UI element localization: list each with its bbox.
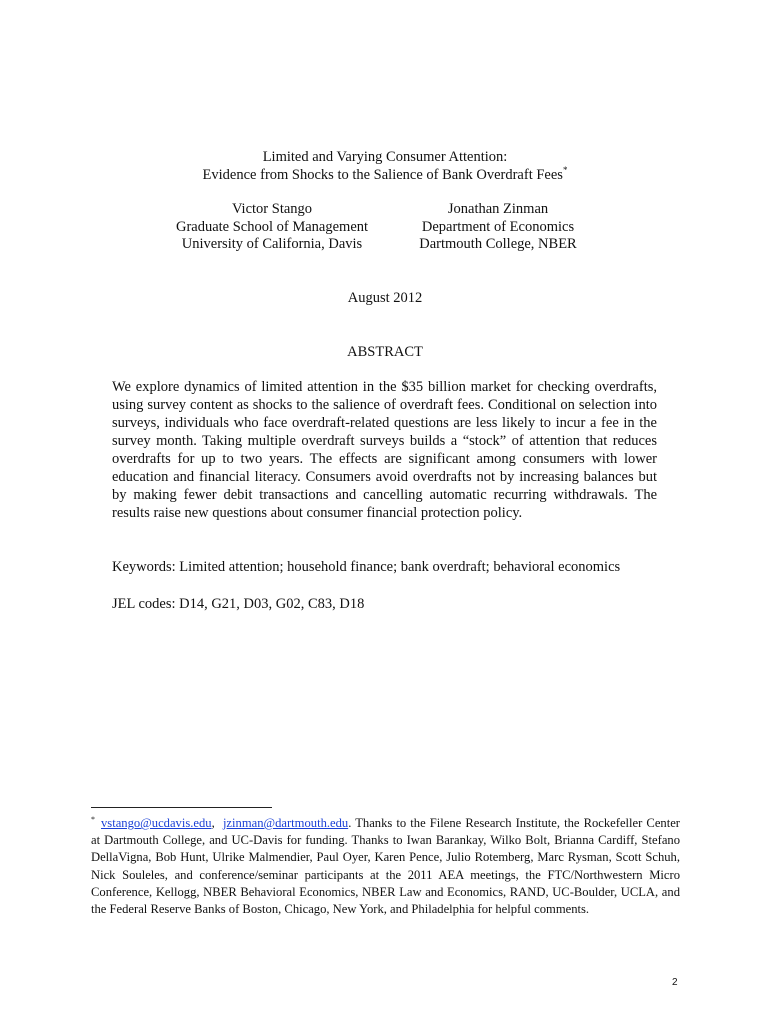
author-name: Victor Stango	[231, 201, 313, 217]
author-institution: Dartmouth College, NBER	[419, 236, 577, 252]
author-institution: University of California, Davis	[181, 236, 363, 252]
footnote-separator: ,	[211, 816, 215, 830]
footnote-divider	[91, 807, 272, 808]
author-block-stango	[152, 201, 392, 254]
author-affiliation: Graduate School of Management	[175, 218, 369, 235]
jel-codes: JEL codes: D14, G21, D03, G02, C83, D18	[112, 596, 365, 612]
page-number: 2	[672, 977, 678, 988]
abstract-text: We explore dynamics of limited attention in the $35 billion market for checking overdrafts, using survey content as shocks to the salience of overdraft fees. Conditional on selection into surveys, individuals who face overdraft-related questions are less likely to incur a fee in the survey month. Taking multiple overdraft surveys builds a “stock” of attention that reduces overdrafts for up to two years. The effects are significant among consumers with lower education and financial literacy. Consumers avoid overdrafts not by increasing balances but by making fewer debit transactions and cancelling automatic recurring withdrawals. The results raise new questions about consumer financial protection policy.	[112, 379, 657, 521]
title-footnote-marker: *	[562, 165, 568, 176]
author-name: Jonathan Zinman	[447, 201, 549, 217]
title-line-1: Limited and Varying Consumer Attention:	[262, 149, 508, 165]
publication-date: August 2012	[347, 290, 423, 306]
author-affiliation: Department of Economics	[421, 218, 575, 235]
footnote	[91, 815, 680, 918]
email-link-stango[interactable]: vstango@ucdavis.edu	[101, 816, 212, 830]
keywords: Keywords: Limited attention; household finance; bank overdraft; behavioral economics	[112, 559, 621, 575]
footnote-text: . Thanks to the Filene Research Institute, the Rockefeller Center at Dartmouth College, and UC-Davis for funding. Thanks to Iwan Barankay, Wilko Bolt, Brianna Cardiff, Stefano DellaVigna, Bob Hunt, Ulrike Malmendier, Paul Oyer, Karen Pence, Julio Rotemberg, Marc Rysman, Scott Schuh, Nick Souleles, and conference/seminar participants at the 2011 AEA meetings, the FTC/Northwestern Micro Conference, Kellogg, NBER Behavioral Economics, NBER Law and Economics, RAND, UC-Boulder, UCLA, and the Federal Reserve Banks of Boston, Chicago, New York, and Philadelphia for helpful comments.	[91, 816, 680, 917]
footnote-marker: *	[91, 814, 95, 824]
author-block-zinman	[380, 201, 616, 254]
abstract-heading: ABSTRACT	[347, 344, 423, 360]
title-line-2	[0, 166, 770, 184]
paper-title	[0, 148, 770, 184]
title-line-2-text: Evidence from Shocks to the Salience of Bank Overdraft Fees	[202, 167, 563, 183]
email-link-zinman[interactable]: jzinman@dartmouth.edu	[222, 816, 349, 830]
